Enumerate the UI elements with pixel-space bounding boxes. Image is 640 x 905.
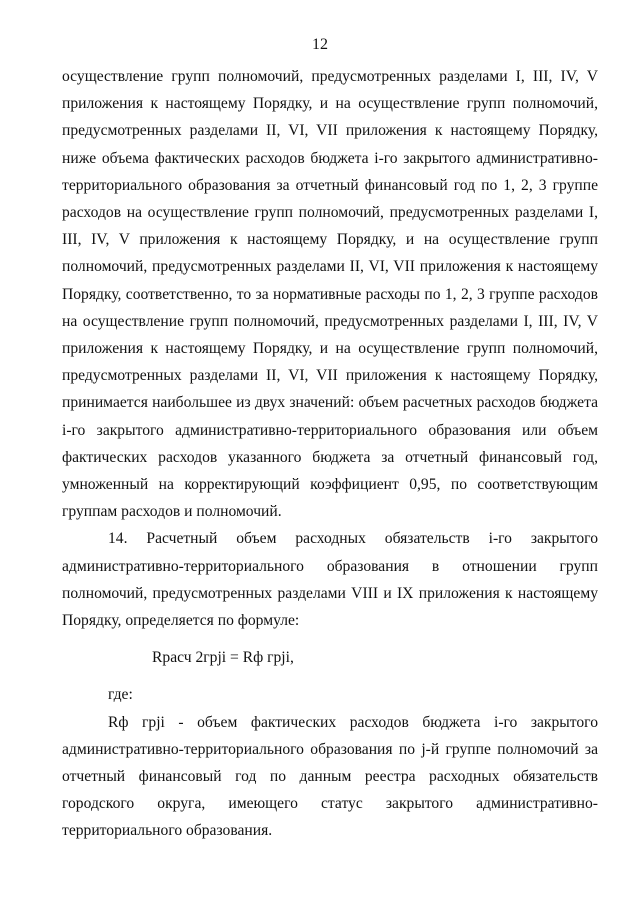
page-number: 12 (312, 36, 328, 53)
where-label: где: (108, 686, 133, 704)
paragraph-14: 14. Расчетный объем расходных обязательств i-го закрытого административно-территориального образования в отношении групп полномочий, предусмотренных разделами VIII и IX приложения к настоящему Порядку, определяется по формуле: (62, 530, 598, 630)
formula: Rрасч 2грji = Rф грji, (152, 649, 294, 667)
document-body (62, 63, 598, 845)
paragraph-continuation: осуществление групп полномочий, предусмотренных разделами I, III, IV, V приложения к настоящему Порядку, и на осуществление групп полномочий, предусмотренных разделами II, VI, VII приложения к настоящему Порядку, ниже объема фактических расходов бюджета i-го закрытого административно-территориального образования за отчетный финансовый год по 1, 2, 3 группе расходов на осуществление групп полномочий, предусмотренных разделами I, III, IV, V приложения к настоящему Порядку, и на осуществление групп полномочий, предусмотренных разделами II, VI, VII приложения к настоящему Порядку, соответственно, то за нормативные расходы по 1, 2, 3 группе расходов на осуществление групп полномочий, предусмотренных разделами I, III, IV, V приложения к настоящему Порядку, и на осуществление групп полномочий, предусмотренных разделами II, VI, VII приложения к настоящему Порядку, принимается наибольшее из двух значений: объем расчетных расходов бюджета i-го закрытого административно-территориального образования или объем фактических расходов указанного бюджета за отчетный финансовый год, умноженный на корректирующий коэффициент 0,95, по соответствующим группам расходов и полномочий. (62, 68, 598, 521)
formula-definition: Rф грji - объем фактических расходов бюджета i-го закрытого административно-территориального образования по j-й группе полномочий за отчетный финансовый год по данным реестра расходных обязательств городского округа, имеющего статус закрытого административно-территориального образования. (62, 713, 598, 840)
